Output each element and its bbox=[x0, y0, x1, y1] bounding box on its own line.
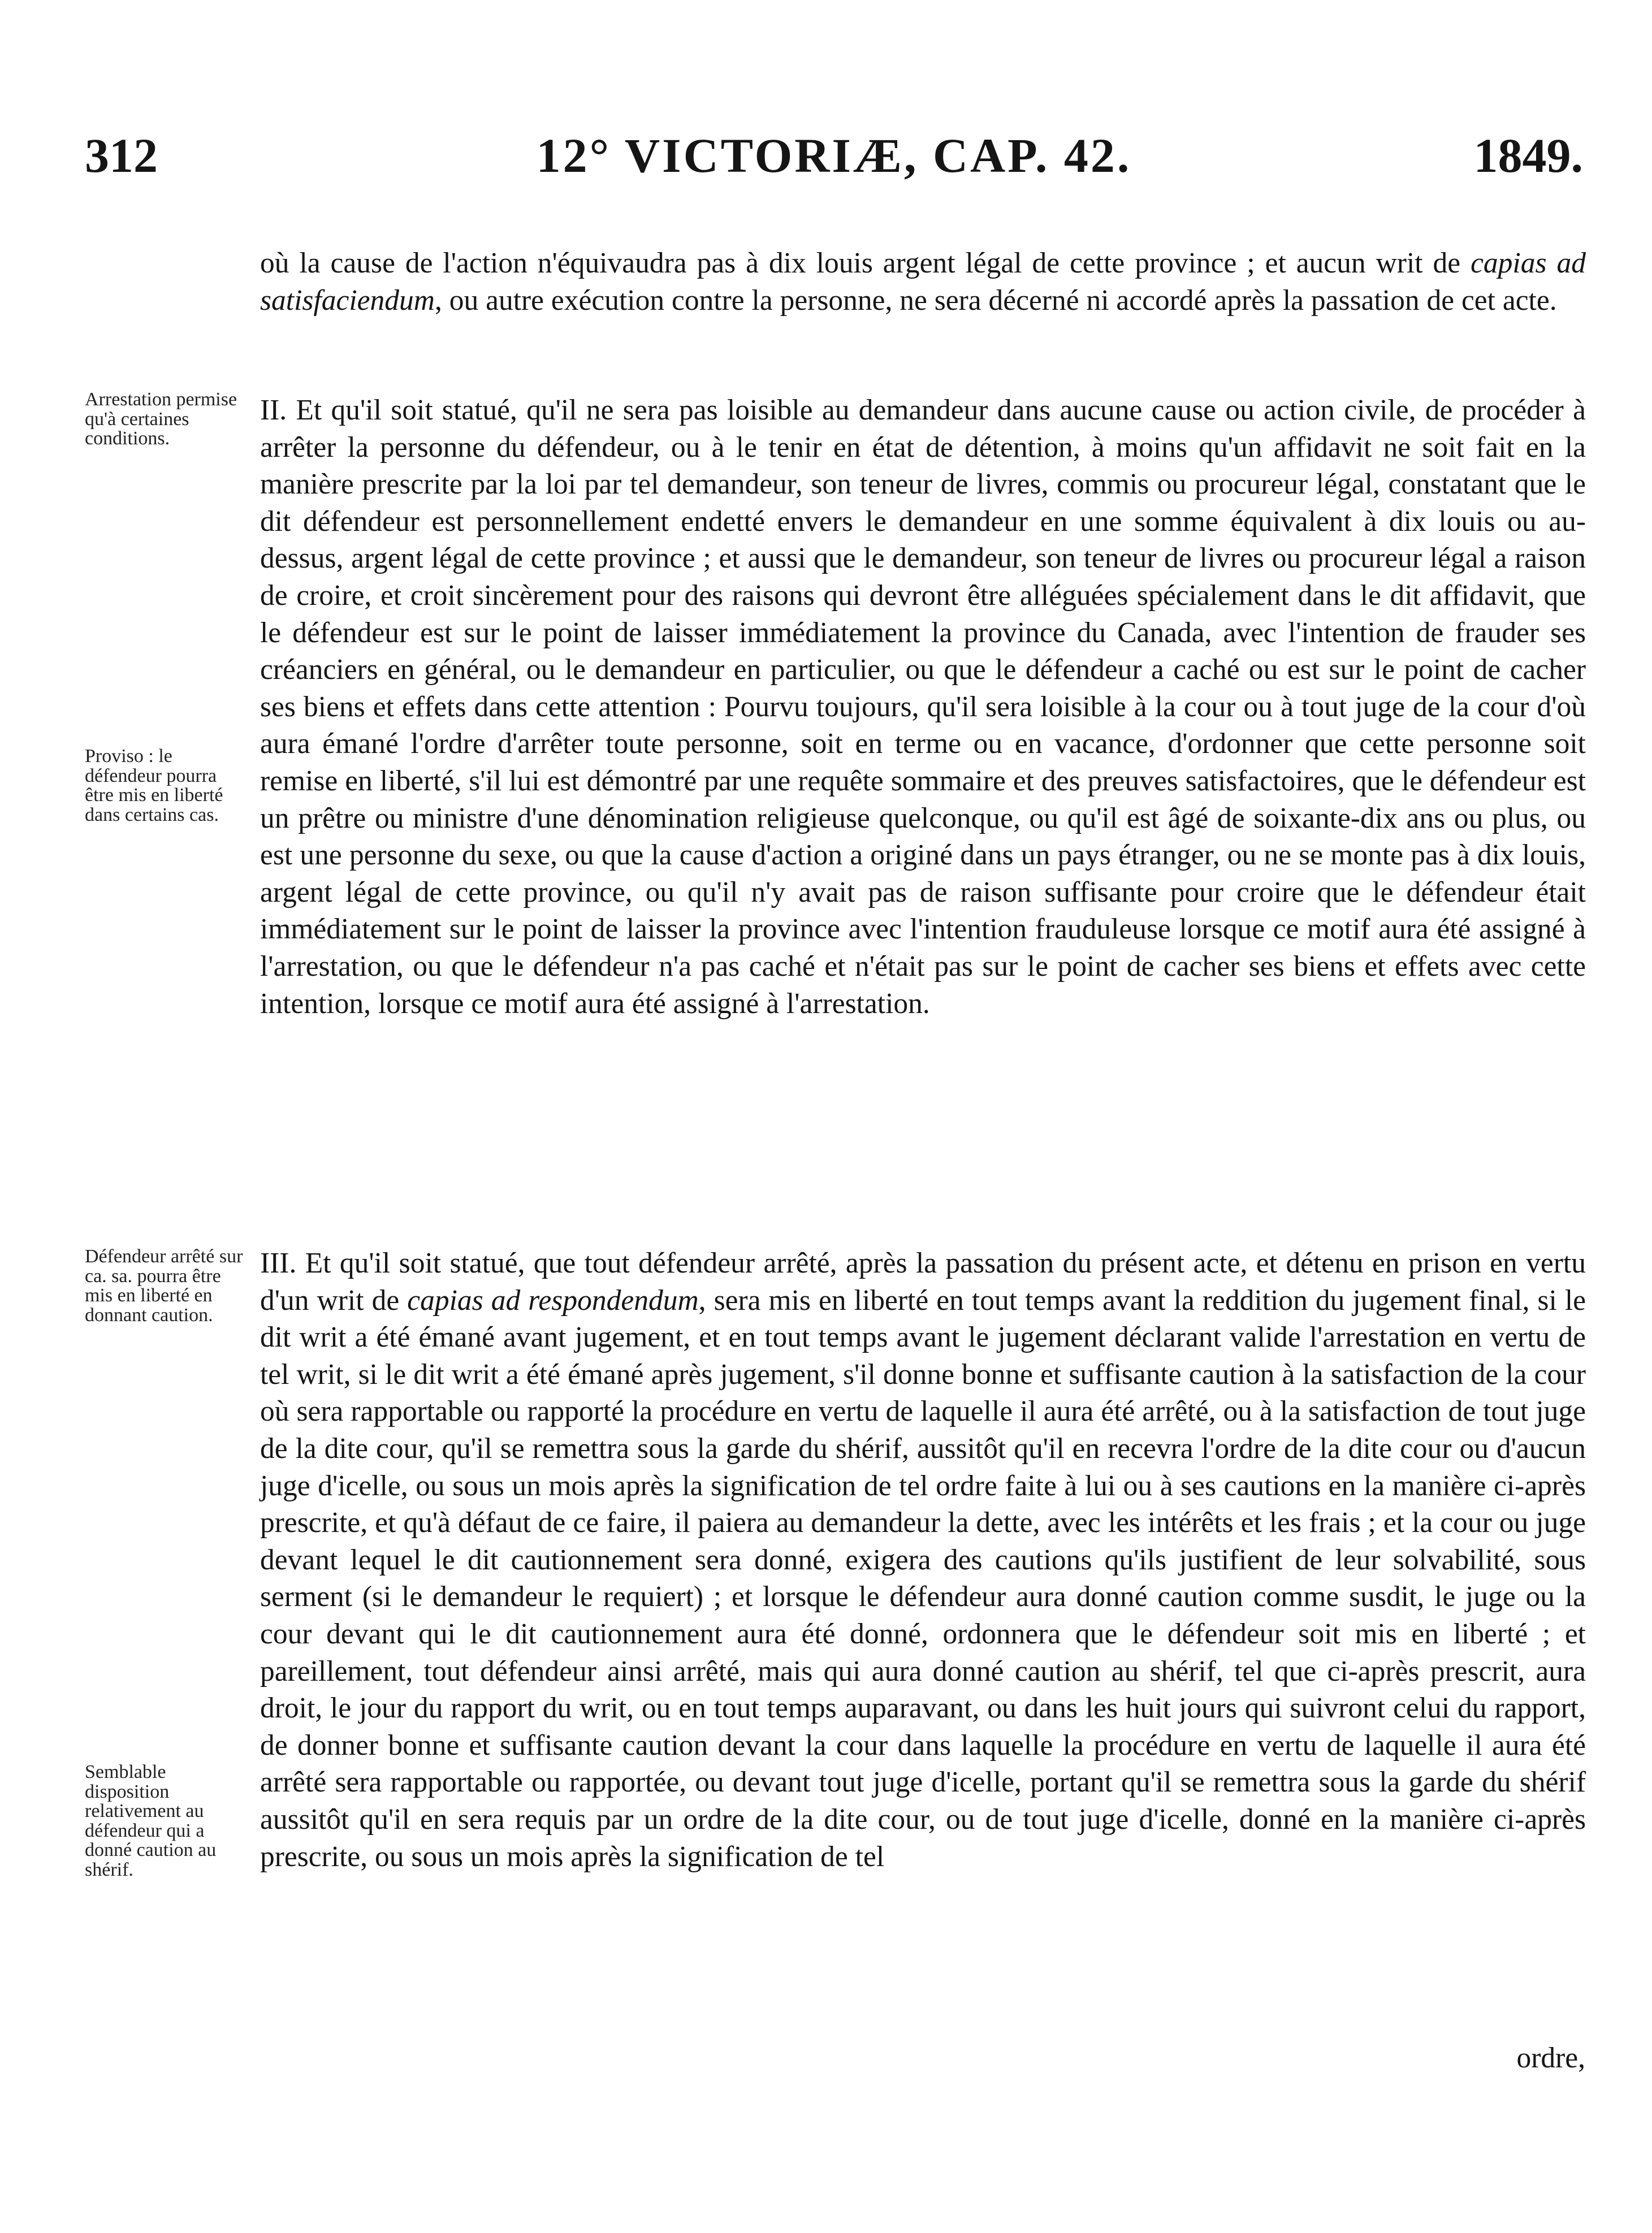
margin-note-defendeur: Défendeur arrêté sur ca. sa. pourra être mis en liberté en donnant caution. bbox=[85, 1246, 243, 1326]
margin-note-arrestation: Arrestation permise qu'à certaines conditions. bbox=[85, 389, 237, 449]
paragraph-continuation bbox=[260, 245, 1586, 319]
running-header bbox=[85, 127, 1583, 189]
paragraph-1-text: où la cause de l'action n'équivaudra pas à dix louis argent légal de cette province ; et aucun writ de bbox=[260, 247, 1471, 279]
section-iii-text-end: , sera mis en liberté en tout temps avant la reddition du jugement final, si le dit writ a été émané avant jugement, et en tout temps avant le jugement déclarant valide l'arrestation en vertu de tel writ, si le dit writ a été émané après jugement, s'il donne bonne et suffisante caution à la satisfaction de la cour où sera rapportable ou rapporté la procédure en vertu de laquelle il aura été arrêté, ou à la satisfaction de tout juge de la dite cour, qu'il se remettra sous la garde du shérif, aussitôt qu'il en recevra l'ordre de la dite cour ou d'aucun juge d'icelle, ou sous un mois après la signification de tel ordre faite à lui ou à ses cautions en la manière ci-après prescrite, et qu'à défaut de ce faire, il paiera au demandeur la dette, avec les intérêts et les frais ; et la cour ou juge devant lequel le dit cautionnement sera donné, exigera des cautions qu'ils justifient de leur solvabilité, sous serment (si le demandeur le requiert) ; et lorsque le défendeur aura donné caution comme susdit, le juge ou la cour devant qui le dit cautionnement aura été donné, ordonnera que le défendeur soit mis en liberté ; et pareillement, tout défendeur ainsi arrêté, mais qui aura donné caution au shérif, tel que ci-après prescrit, aura droit, le jour du rapport du writ, ou en tout temps auparavant, ou dans les huit jours qui suivront celui du rapport, de donner bonne et suffisante caution devant la cour dans laquelle la procédure en vertu de laquelle il aura été arrêté sera rapportable ou rapportée, ou devant tout juge d'icelle, portant qu'il se remettra sous la garde du shérif aussitôt qu'il en sera requis par un ordre de la dite cour, ou de tout juge d'icelle, donné en la manière ci-après prescrite, ou sous un mois après la signification de tel bbox=[260, 1284, 1586, 1873]
section-iii-text: III. Et qu'il soit statué, que tout défendeur arrêté, après la passation du présent acte, et détenu en prison en vertu d'un writ de bbox=[260, 1247, 1586, 1317]
page-number: 312 bbox=[85, 128, 158, 183]
catchword: ordre, bbox=[1516, 2042, 1585, 2074]
section-ii-paragraph: II. Et qu'il soit statué, qu'il ne sera pas loisible au demandeur dans aucune cause ou action civile, de procéder à arrêter la personne du défendeur, ou à le tenir en état de détention, à moins qu'un affidavit ne soit fait en la manière prescrite par la loi par tel demandeur, son teneur de livres, commis ou procureur légal, constatant que le dit défendeur est personnellement endetté envers le demandeur en une somme équivalent à dix louis ou au-dessus, argent légal de cette province ; et aussi que le demandeur, son teneur de livres ou procureur légal a raison de croire, et croit sincèrement pour des raisons qui devront être alléguées spécialement dans le dit affidavit, que le défendeur est sur le point de laisser immédiatement la province du Canada, avec l'intention de frauder ses créanciers en général, ou le demandeur en particulier, ou que le défendeur a caché ou est sur le point de cacher ses biens et effets dans cette attention : Pourvu toujours, qu'il sera loisible à la cour ou à tout juge de la cour d'où aura émané l'ordre d'arrêter toute personne, soit en terme ou en vacance, d'ordonner que cette personne soit remise en liberté, s'il lui est démontré par une requête sommaire et des preuves satisfactoires, que le défendeur est un prêtre ou ministre d'une dénomination religieuse quelconque, ou qu'il est âgé de soixante-dix ans ou plus, ou est une personne du sexe, ou que la cause d'action a originé dans un pays étranger, ou ne se monte pas à dix louis, argent légal de cette province, ou qu'il n'y avait pas de raison suffisante pour croire que le défendeur était immédiatement sur le point de laisser la province avec l'intention frauduleuse lorsque ce motif aura été assigné à l'arrestation, ou que le défendeur n'a pas caché et n'était pas sur le point de cacher ses biens et effets avec cette intention, lorsque ce motif aura été assigné à l'arrestation. bbox=[260, 394, 1586, 1020]
section-iii-paragraph bbox=[260, 1245, 1586, 1875]
section-iii-italic: capias ad respondendum bbox=[407, 1284, 699, 1317]
running-title: 12° VICTORIÆ, CAP. 42. bbox=[536, 128, 1132, 183]
paragraph-1-italic: capias ad satisfaciendum bbox=[260, 247, 1586, 317]
margin-note-semblable: Semblable disposition relativement au défendeur qui a donné caution au shérif. bbox=[85, 1762, 217, 1880]
header-year: 1849. bbox=[1473, 128, 1583, 183]
margin-note-proviso: Proviso : le défendeur pourra être mis en liberté dans certains cas. bbox=[85, 746, 223, 825]
paragraph-1-text-end: , ou autre exécution contre la personne, ne sera décerné ni accordé après la passation de cet acte. bbox=[434, 284, 1557, 317]
